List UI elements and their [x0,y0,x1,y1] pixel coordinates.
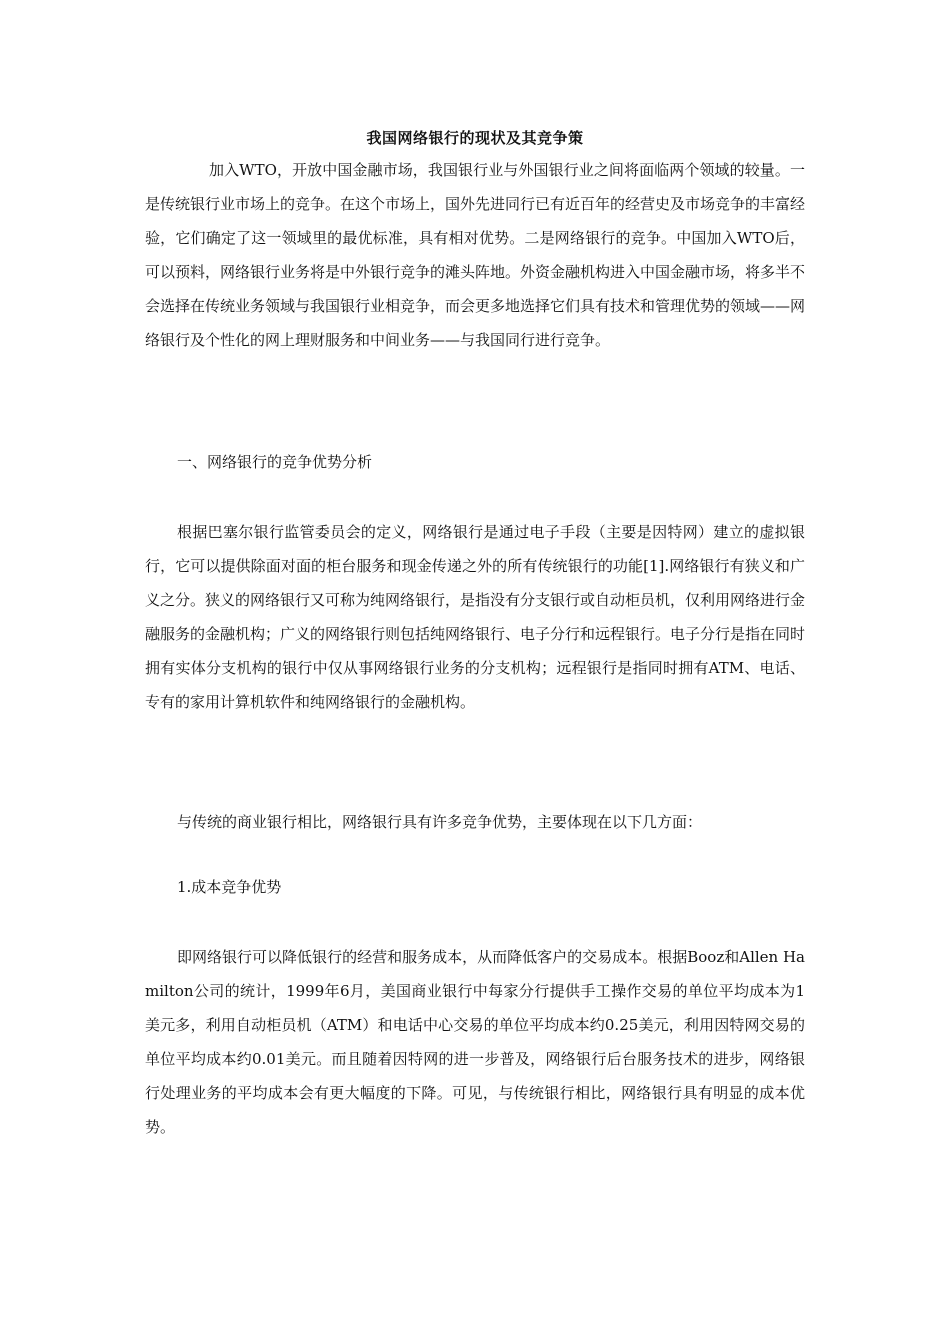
intro-paragraph: 加入WTO，开放中国金融市场，我国银行业与外国银行业之间将面临两个领域的较量。一是传统银行业市场上的竞争。在这个市场上，国外先进同行已有近百年的经营史及市场竞争的丰富经验，它们确定了这一领域里的最优标准，具有相对优势。二是网络银行的竞争。中国加入WTO后，可以预料，网络银行业务将是中外银行竞争的滩头阵地。外资金融机构进入中国金融市场，将多半不会选择在传统业务领域与我国银行业相竞争，而会更多地选择它们具有技术和管理优势的领域——网络银行及个性化的网上理财服务和中间业务——与我国同行进行竞争。 [145,161,806,349]
subsection-heading-cost-advantage: 1.成本竞争优势 [177,878,282,896]
cost-advantage-paragraph: 即网络银行可以降低银行的经营和服务成本，从而降低客户的交易成本。根据Booz和Allen Hamilton公司的统计，1999年6月，美国商业银行中每家分行提供手工操作交易的单位平均成本为1美元多，利用自动柜员机（ATM）和电话中心交易的单位平均成本约0.25美元，利用因特网交易的单位平均成本约0.01美元。而且随着因特网的进一步普及，网络银行后台服务技术的进步，网络银行处理业务的平均成本会有更大幅度的下降。可见，与传统银行相比，网络银行具有明显的成本优势。 [145,948,805,1136]
comparison-paragraph: 与传统的商业银行相比，网络银行具有许多竞争优势，主要体现在以下几方面： [177,813,703,831]
document-title: 我国网络银行的现状及其竞争策 [366,129,584,147]
section-heading-competitive-advantage: 一、网络银行的竞争优势分析 [177,453,373,471]
definition-paragraph: 根据巴塞尔银行监管委员会的定义，网络银行是通过电子手段（主要是因特网）建立的虚拟银行，它可以提供除面对面的柜台服务和现金传递之外的所有传统银行的功能[1].网络银行有狭义和广义之分。狭义的网络银行又可称为纯网络银行，是指没有分支银行或自动柜员机，仅利用网络进行金融服务的金融机构；广义的网络银行则包括纯网络银行、电子分行和远程银行。电子分行是指在同时拥有实体分支机构的银行中仅从事网络银行业务的分支机构；远程银行是指同时拥有ATM、电话、专有的家用计算机软件和纯网络银行的金融机构。 [145,523,806,711]
